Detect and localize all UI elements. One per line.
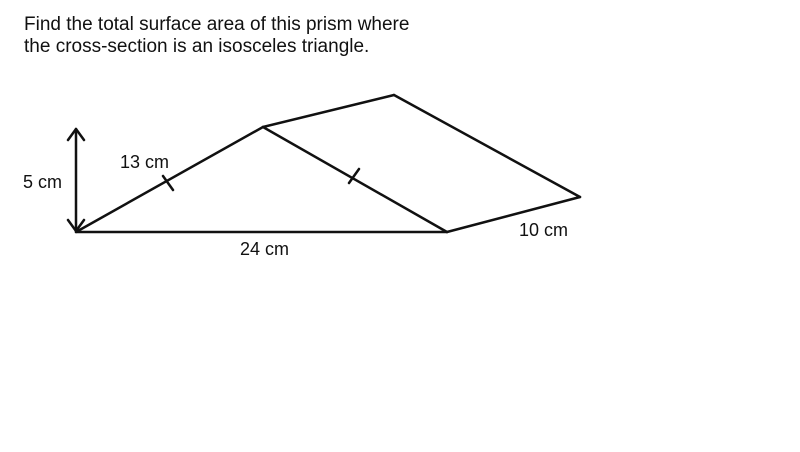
slant-label: 13 cm xyxy=(120,152,170,172)
height-arrow xyxy=(68,129,84,231)
length-label: 10 cm xyxy=(519,220,569,240)
top-depth-edge xyxy=(263,95,394,127)
question-line-1: Find the total surface area of this prism where xyxy=(24,14,410,35)
back-slant-edge xyxy=(394,95,580,197)
question-line-2: the cross-section is an isosceles triangle. xyxy=(24,36,370,57)
triangle-right-slant-edge xyxy=(263,127,447,232)
height-label: 5 cm xyxy=(23,172,63,192)
base-label: 24 cm xyxy=(240,239,290,259)
triangle-left-slant-edge xyxy=(76,127,263,232)
